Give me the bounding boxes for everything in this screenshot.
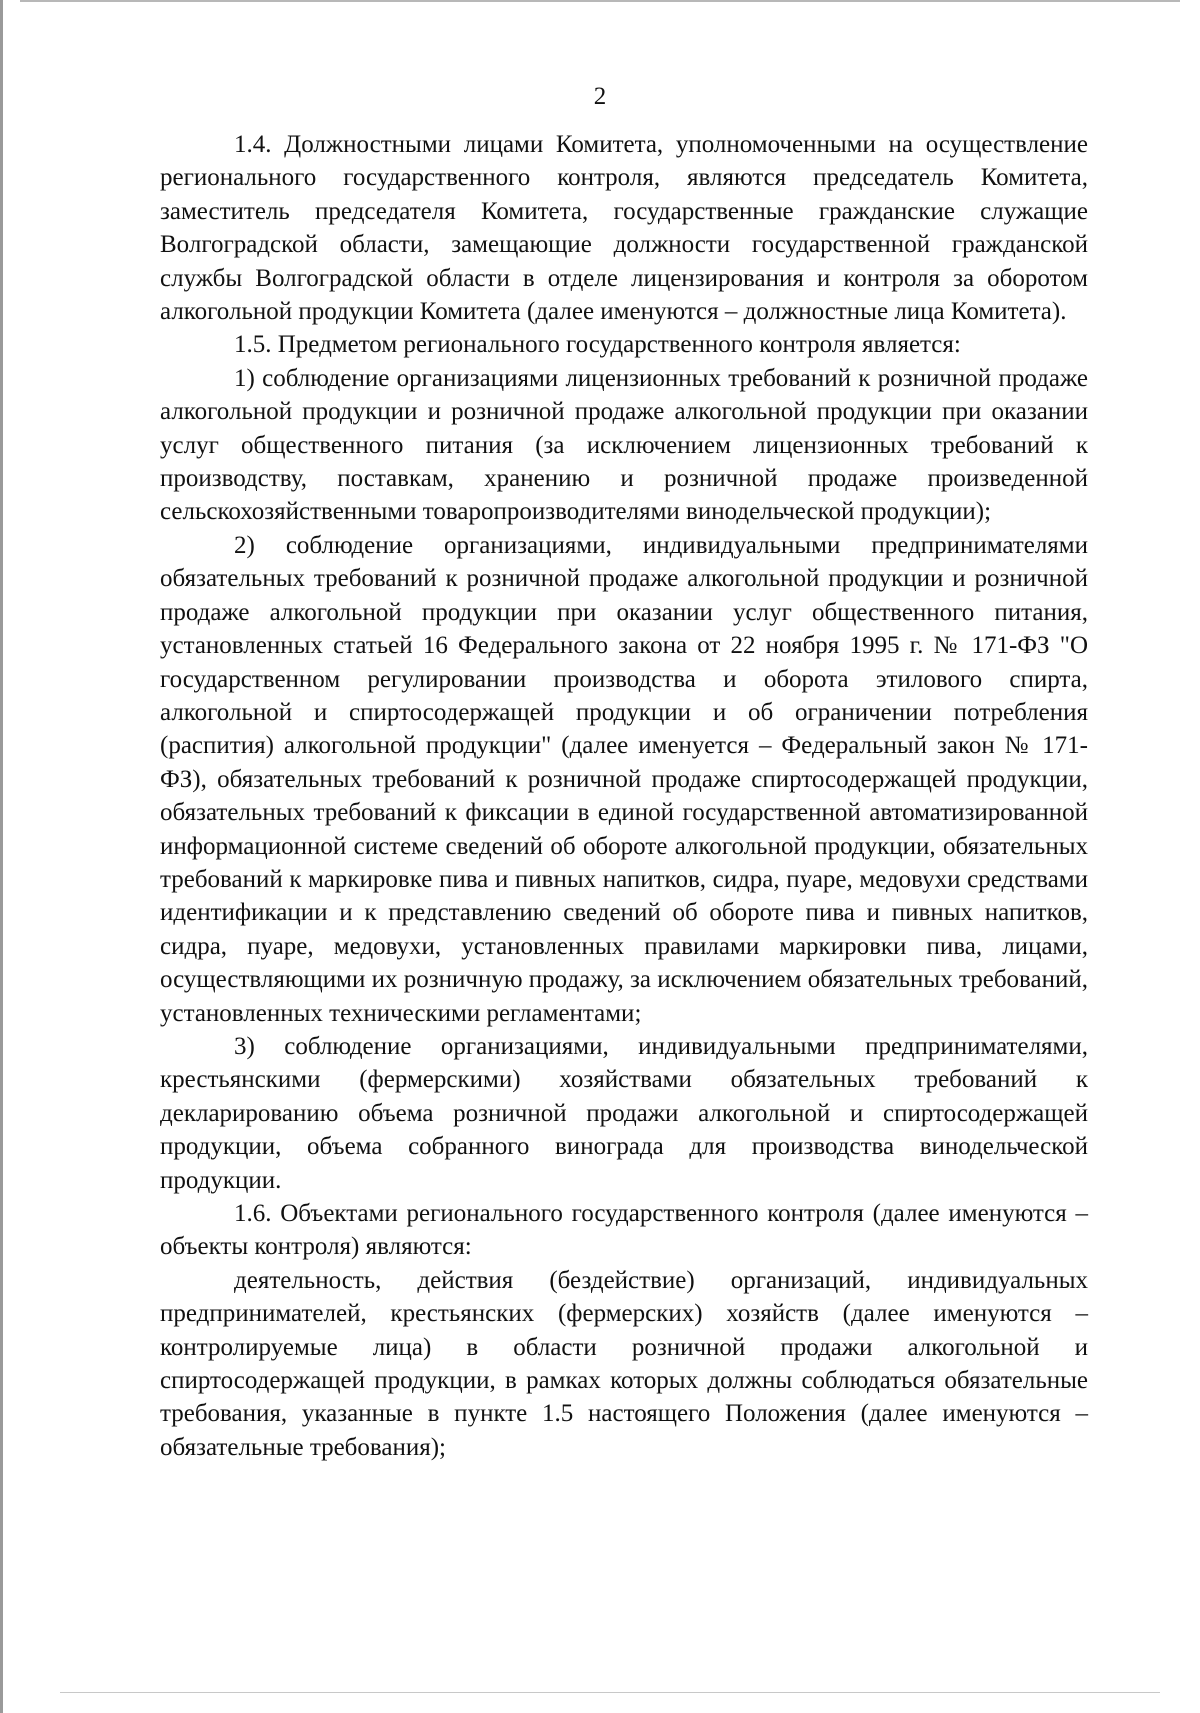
- paragraph-1-5: 1.5. Предметом регионального государственного контроля является:: [234, 331, 961, 359]
- scan-edge-left: [0, 0, 3, 1713]
- paragraph-1-5-item-2: 2) соблюдение организациями, индивидуальными предпринимателями обязательных требований к розничной продаже алкогольной продукции и розничной продаже алкогольной продукции при оказании услуг общественного питания, установленных статьей 16 Федерального закона от 22 ноября 1995 г. № 171-ФЗ "О государственном регулировании производства и оборота этилового спирта, алкогольной и спиртосодержащей продукции и об ограничении потребления (распития) алкогольной продукции" (далее именуется – Федеральный закон № 171-ФЗ), обязательных требований к розничной продаже спиртосодержащей продукции, обязательных требований к фиксации в единой государственной автоматизированной информационной системе сведений об обороте алкогольной продукции, обязательных требований к маркировке пива и пивных напитков, сидра, пуаре, медовухи средствами идентификации и к представлению сведений об обороте пива и пивных напитков, сидра, пуаре, медовухи, установленных правилами маркировки пива, лицами, осуществляющими их розничную продажу, за исключением обязательных требований, установленных техническими регламентами;: [160, 531, 1088, 1027]
- paragraph-1-6-item-1: деятельность, действия (бездействие) организаций, индивидуальных предпринимателей, крестьянских (фермерских) хозяйств (далее именуются – контролируемые лица) в области розничной продажи алкогольной и спиртосодержащей продукции, в рамках которых должны соблюдаться обязательные требования, указанные в пункте 1.5 настоящего Положения (далее именуются – обязательные требования);: [160, 1266, 1088, 1461]
- page-number: 2: [593, 83, 607, 110]
- document-body: [160, 128, 1088, 1464]
- scan-edge-top: [20, 0, 1180, 2]
- paragraph-1-5-item-1: 1) соблюдение организациями лицензионных требований к розничной продаже алкогольной продукции и розничной продаже алкогольной продукции при оказании услуг общественного питания (за исключением лицензионных требований к производству, поставкам, хранению и розничной продаже произведенной сельскохозяйственными товаропроизводителями винодельческой продукции);: [160, 364, 1088, 526]
- paragraph-1-6: 1.6. Объектами регионального государственного контроля (далее именуются – объекты контроля) являются:: [160, 1200, 1088, 1261]
- paragraph-1-4: 1.4. Должностными лицами Комитета, уполномоченными на осуществление регионального государственного контроля, являются председатель Комитета, заместитель председателя Комитета, государственные гражданские служащие Волгоградской области, замещающие должности государственной гражданской службы Волгоградской области в отделе лицензирования и контроля за оборотом алкогольной продукции Комитета (далее именуются – должностные лица Комитета).: [160, 131, 1088, 326]
- scan-edge-bottom: [60, 1692, 1160, 1693]
- paragraph-1-5-item-3: 3) соблюдение организациями, индивидуальными предпринимателями, крестьянскими (фермерскими) хозяйствами обязательных требований к декларированию объема розничной продажи алкогольной и спиртосодержащей продукции, объема собранного винограда для производства винодельческой продукции.: [160, 1032, 1088, 1194]
